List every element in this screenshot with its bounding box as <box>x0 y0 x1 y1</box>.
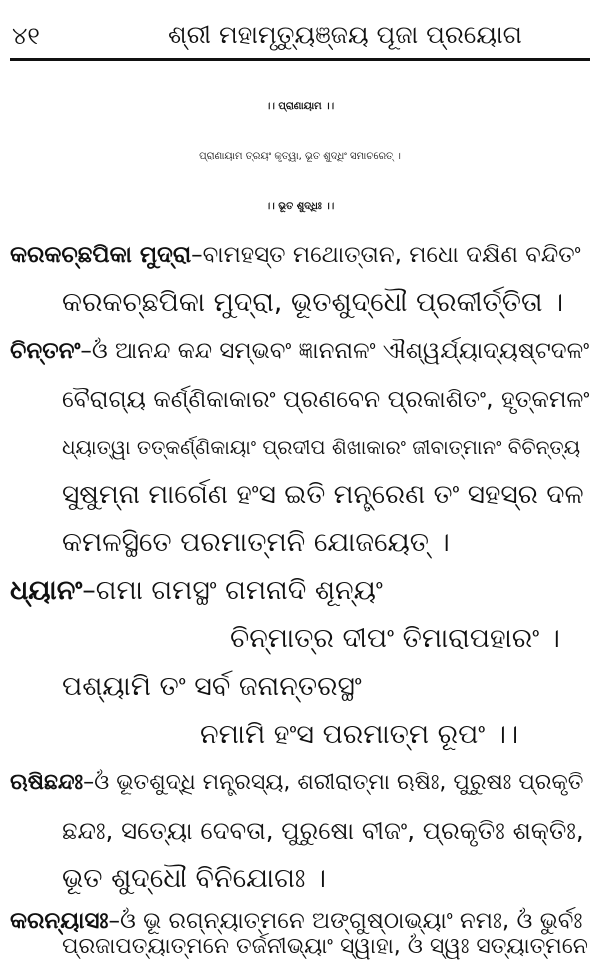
dhyan-line-1 <box>10 574 383 608</box>
karanyasa-line-2: ପ୍ରଜାପତ୍ୟାତ୍ମନେ ତର୍ଜନୀଭ୍ୟାଂ ସ୍ୱାହା, ଓଁ ସ୍ୱଃ ସତ୍ୟାତ୍ମନେ <box>62 934 588 959</box>
pranayama-heading: ।। ପ୍ରାଣାୟାମ ।। <box>265 101 335 112</box>
dhyan-line-4: ନମାମି ହଂସ ପରମାତ୍ମ ରୂପଂ ।। <box>200 719 519 750</box>
karanyasa-text: –ଓଁ ଭୂ ରଗ୍ନ୍ୟାତ୍ମନେ ଅଙ୍ଗୁଷ୍ଠାଭ୍ୟାଂ ନମଃ, ଓଁ ଭୁର୍ବଃ <box>108 908 583 934</box>
chintan-line-1 <box>10 334 589 368</box>
dhyan-line-3: ପଶ୍ୟାମି ତଂ ସର୍ବ ଜନାନ୍ତରସ୍ଥଂ <box>62 671 362 702</box>
page-number: ୪୧ <box>12 22 40 50</box>
bhuta-shuddhi-heading: ।। ଭୂତ ଶୁଦ୍ଧିଃ ।। <box>265 201 335 212</box>
page-header <box>0 0 600 62</box>
chintan-text: –ଓଁ ଆନନ୍ଦ କନ୍ଦ ସମ୍ଭବଂ ଜ୍ଞାନନାଳଂ ଐଶ୍ୱର୍ଯ୍ୟାଦ୍ୟଷ୍ଟଦଳଂ <box>80 338 590 364</box>
rishi-chhanda-line-3: ଭୂତ ଶୁଦ୍ଧୌ ବିନିଯୋଗଃ । <box>62 863 327 894</box>
karakachhapika-line-2: କରକଚ୍ଛପିକା ମୁଦ୍ରା, ଭୂତଶୁଦ୍ଧୌ ପ୍ରକୀର୍ତ୍ତିତା । <box>62 287 564 318</box>
chintan-line-2: ବୈରାଗ୍ୟ କର୍ଣ୍ଣିକାକାରଂ ପ୍ରଣବେନ ପ୍ରକାଶିତଂ, ହୃତ୍କମଳଂ <box>62 385 590 413</box>
chintan-label: ଚିନ୍ତନଂ <box>10 338 81 364</box>
rishi-chhanda-line-2: ଛନ୍ଦଃ, ସତ୍ୟୋ ଦେବତା, ପୁରୁଷୋ ବୀଜଂ, ପ୍ରକୃତିଃ ଶକ୍ତିଃ, <box>62 816 584 845</box>
dhyan-label: ଧ୍ୟାନଂ <box>10 575 83 606</box>
karakachhapika-label: କରକଚ୍ଛପିକା ମୁଦ୍ରା <box>10 242 192 268</box>
chintan-line-4: ସୁଷୁମ୍ନା ମାର୍ଗେଣ ହଂସ ଇତି ମନ୍ତ୍ରେଣ ତଂ ସହସ୍ର ଦଳ <box>62 479 584 510</box>
karanyasa-label: କରନ୍ୟାସଃ <box>10 908 109 934</box>
dhyan-text: –ଗମା ଗମସ୍ଥଂ ଗମନାଦି ଶୂନ୍ୟଂ <box>82 575 383 606</box>
karakachhapika-text: –ବାମହସ୍ତ ମଥୋତ୍ତାନ, ମଧୋ ଦକ୍ଷିଣ ବନ୍ଦିତଂ <box>191 242 581 268</box>
karakachhapika-line-1 <box>10 238 581 272</box>
header-rule <box>10 58 590 61</box>
dhyan-line-2: ଚିନ୍ମାତ୍ର ଦୀପଂ ତିମାରାପହାରଂ । <box>230 623 560 654</box>
rishi-chhanda-line-1 <box>10 766 583 800</box>
chintan-line-3: ଧ୍ୟାତ୍ୱା ତତ୍‌କର୍ଣ୍ଣିକାୟାଂ ପ୍ରଦୀପ ଶିଖାକାରଂ ଜୀବାତ୍ମାନଂ ବିଚିନ୍ତ୍ୟ <box>62 435 581 459</box>
running-title: ଶ୍ରୀ ମହାମୃତ୍ୟୁଞ୍ଜୟ ପୂଜା ପ୍ରୟୋଗ <box>168 20 522 49</box>
rishi-chhanda-text: –ଓଁ ଭୂତଶୁଦ୍ଧି ମନ୍ତ୍ରସ୍ୟ, ଶରୀରାତ୍ମା ଋଷିଃ, ପୁରୁଷଃ ପ୍ରକୃତି <box>83 770 584 795</box>
pranayama-line: ପ୍ରାଣାୟାମ ତ୍ରୟଂ କୃତ୍ୱା, ଭୂତ ଶୁଦ୍ଧିଂ ସମାଚରେତ୍ । <box>199 151 401 162</box>
rishi-chhanda-label: ଋଷିଛନ୍ଦଃ <box>10 770 84 795</box>
chintan-line-5: କମଳସ୍ଥିତେ ପରମାତ୍ମନି ଯୋଜୟେତ୍ । <box>62 527 450 558</box>
